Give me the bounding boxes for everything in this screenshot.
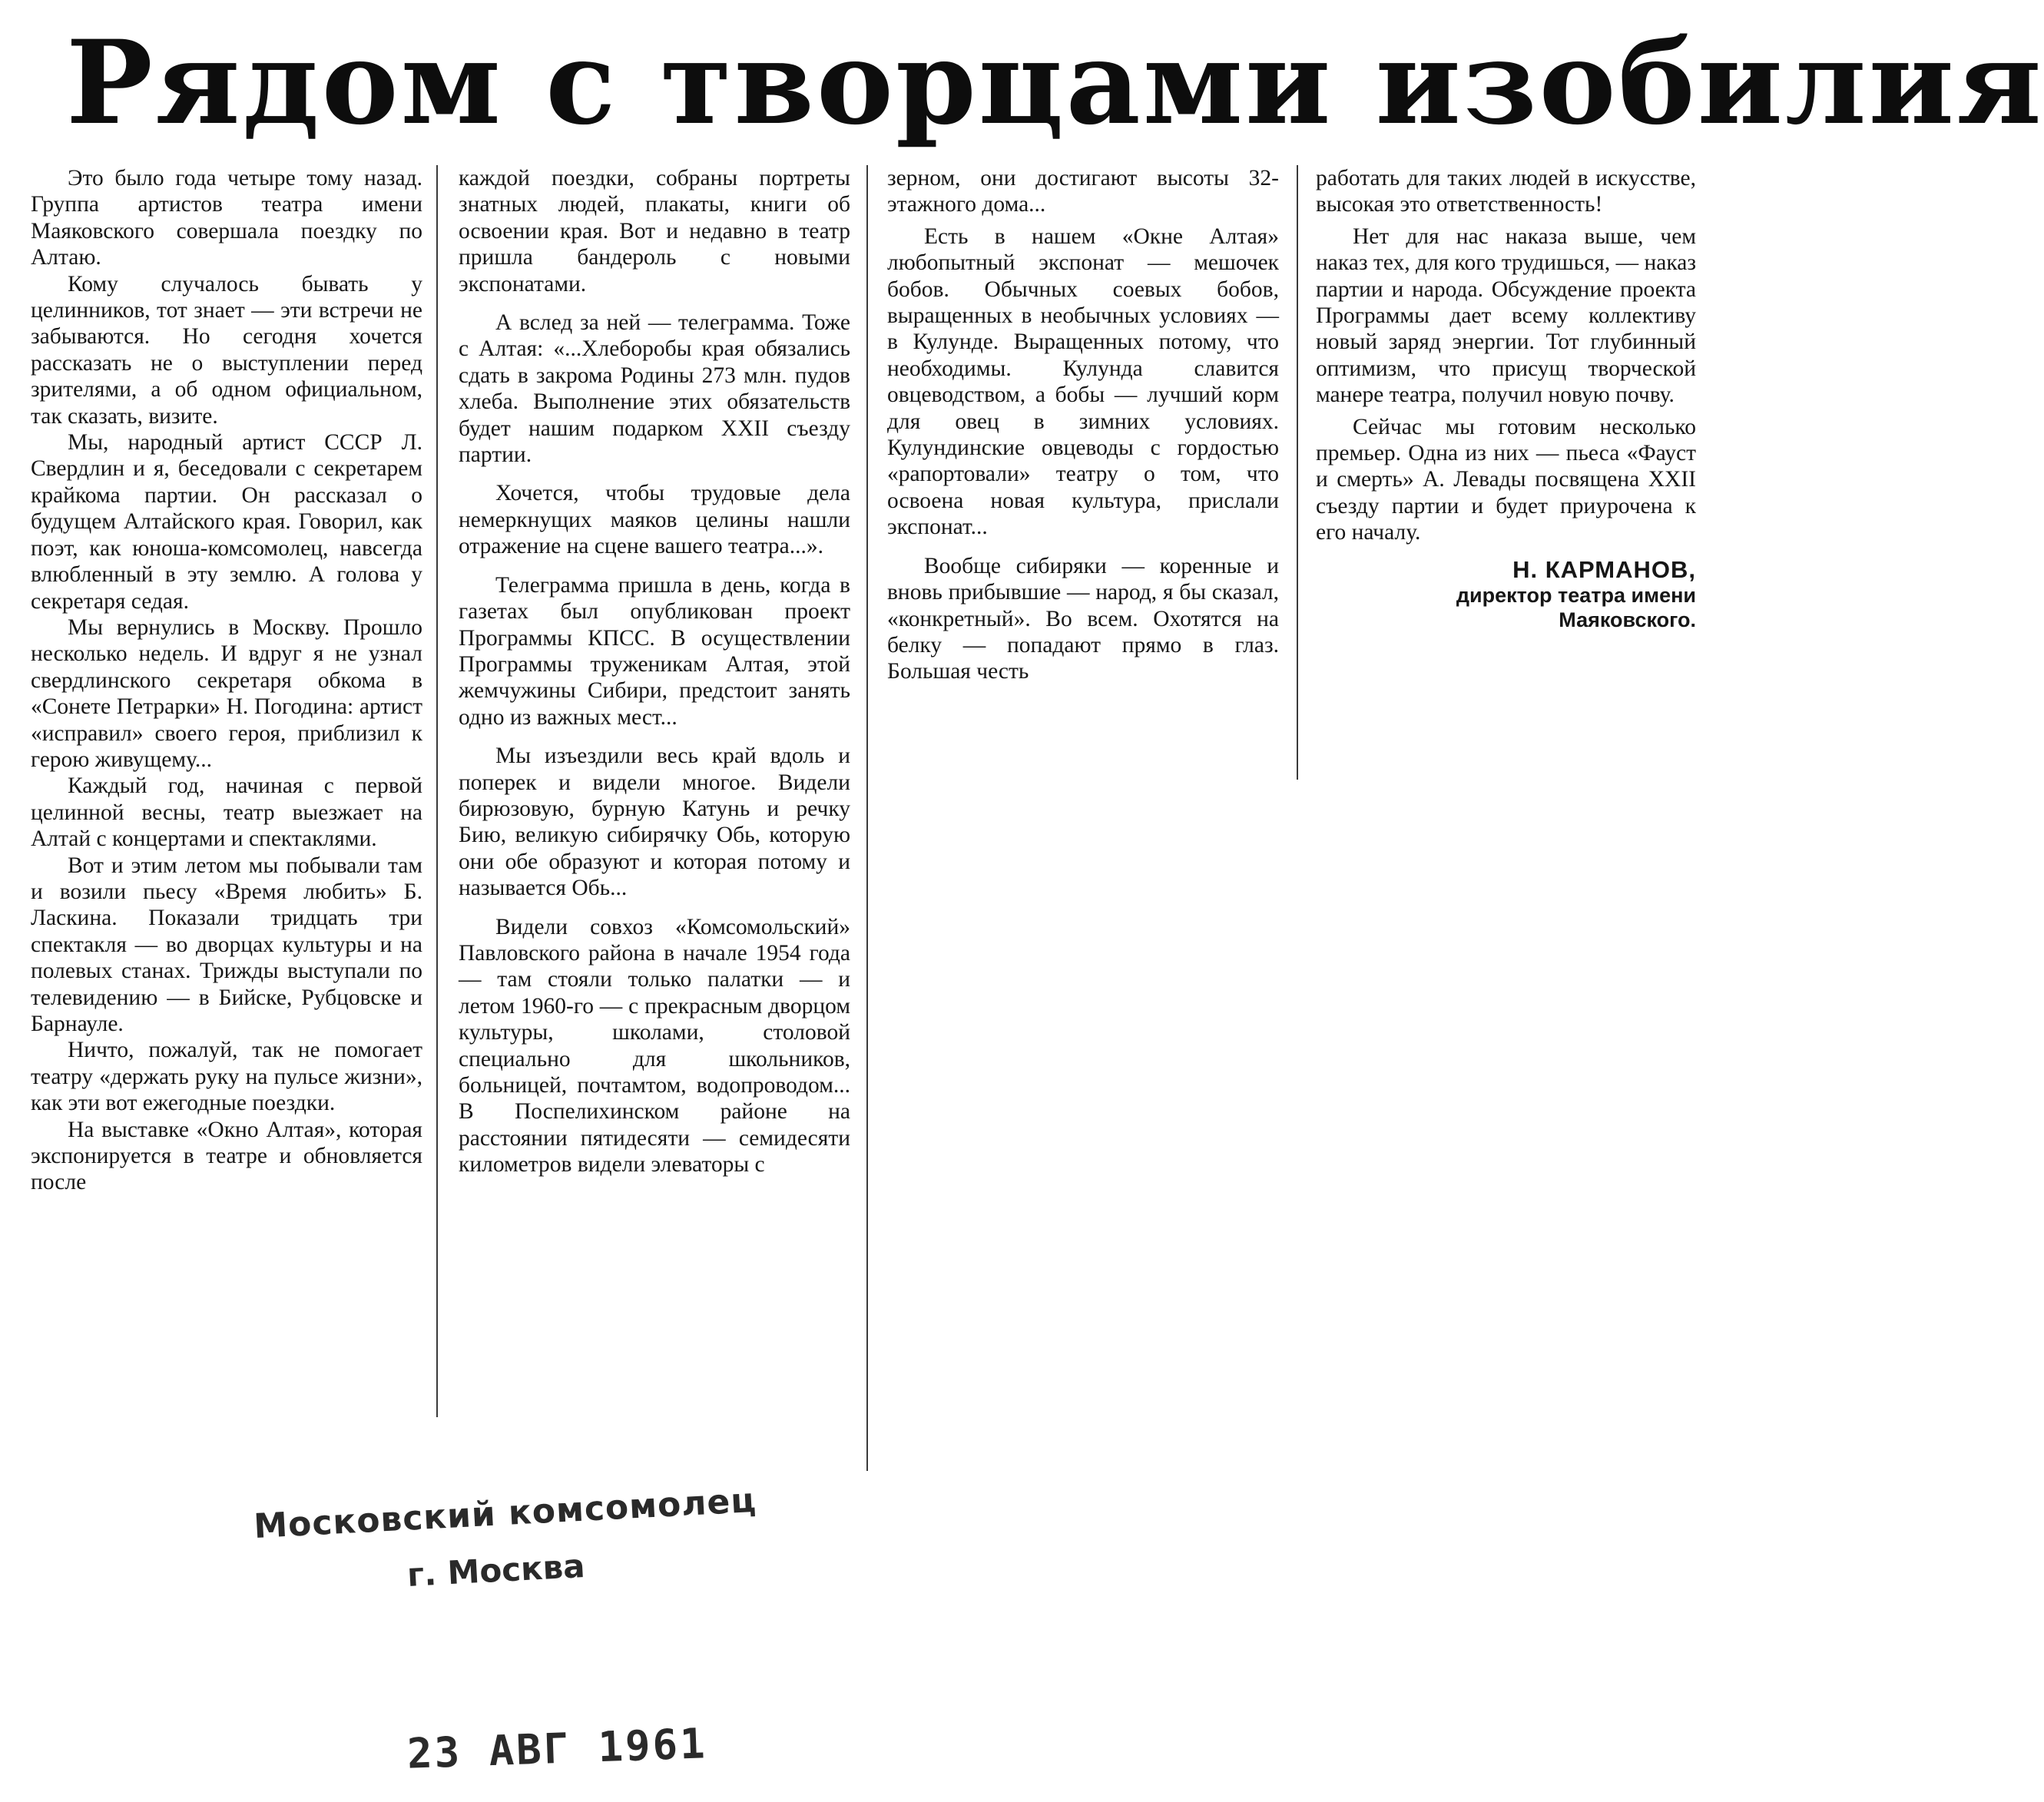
article-column-2 <box>459 165 850 1178</box>
paragraph: Хочется, чтобы трудовые дела немеркнущих маяков целины нашли отражение на сцене вашего театра...». <box>459 481 850 559</box>
paragraph: Вообще сибиряки — коренные и вновь прибывшие — народ, я бы сказал, «конкретный». Во всем. Охотятся на белку — попадают прямо в глаз. Большая честь <box>887 553 1279 684</box>
paragraph: Видели совхоз «Комсомольский» Павловского района в начале 1954 года — там стояли только палатки — и летом 1960-го — с прекрасным дворцом культуры, школами, столовой специально для школьников, больницей, почтамтом, водопроводом... В Поспелихинском районе на расстоянии пятидесяти — семидесяти километров видели элеваторы с <box>459 914 850 1178</box>
paragraph: На выставке «Окно Алтая», которая экспонируется в театре и обновляется после <box>31 1117 422 1195</box>
article-headline: Рядом с творцами изобилия <box>66 15 2044 151</box>
article-column-4 <box>1316 165 1696 632</box>
author-title: директор театра имени <box>1456 584 1696 608</box>
paragraph: Вот и этим летом мы побывали там и возили пьесу «Время любить» Б. Ласкина. Показали тридцать три спектакля — во дворцах культуры и на полевых станах. Трижды выступали по телевидению — в Бийске, Рубцовске и Барнауле. <box>31 853 422 1036</box>
paragraph: Кому случалось бывать у целинников, тот знает — эти встречи не забываются. Но сегодня хочется рассказать не о выступлении перед зрителями, а об одном официальном, так сказать, визите. <box>31 271 422 429</box>
paragraph: Телеграмма пришла в день, когда в газетах был опубликован проект Программы КПСС. В осуществлении Программы труженикам Алтая, этой жемчужины Сибири, предстоит занять одно из важных мест... <box>459 572 850 730</box>
author-title: Маяковского. <box>1559 608 1696 632</box>
paragraph: работать для таких людей в искусстве, высокая это ответственность! <box>1316 166 1696 217</box>
date-stamp: 23 АВГ 1961 <box>406 1719 708 1778</box>
article-column-3 <box>887 165 1279 685</box>
paragraph: Мы вернулись в Москву. Прошло несколько недель. И вдруг я не узнал свердлинского секретаря обкома в «Сонете Петрарки» Н. Погодина: артист «исправил» своего героя, приблизил к герою живущему... <box>31 614 422 772</box>
column-divider <box>1297 165 1298 780</box>
column-divider <box>436 165 438 1417</box>
paragraph: каждой поездки, собраны портреты знатных людей, плакаты, книги об освоении края. Вот и недавно в театр пришла бандероль с новыми экспонатами. <box>459 166 850 296</box>
paragraph: Каждый год, начиная с первой целинной весны, театр выезжает на Алтай с концертами и спектаклями. <box>31 773 422 852</box>
paragraph: Нет для нас наказа выше, чем наказ тех, для кого трудишься, — наказ партии и народа. Обсуждение проекта Программы дает всему коллективу новый заряд энергии. Тот глубинный оптимизм, что присущ творческой манере театра, получил новую почву. <box>1316 224 1697 408</box>
paragraph: А вслед за ней — телеграмма. Тоже с Алтая: «...Хлеборобы края обязались сдать в закрома Родины 273 млн. пудов хлеба. Выполнение этих обязательств будет нашим подарком XXII съезду партии. <box>459 310 850 468</box>
paragraph: Сейчас мы готовим несколько премьер. Одна из них — пьеса «Фауст и смерть» А. Левады посвящена XXII съезду партии и будет приурочена к его началу. <box>1316 414 1696 545</box>
column-divider <box>866 165 868 1471</box>
paragraph: Это было года четыре тому назад. Группа артистов театра имени Маяковского совершала поездку по Алтаю. <box>31 166 422 270</box>
author-name: Н. КАРМАНОВ, <box>1512 555 1696 583</box>
paragraph: Мы изъездили весь край вдоль и поперек и видели многое. Видели бирюзовую, бурную Катунь и речку Бию, великую сибирячку Обь, которую они обе образуют и которая потому и называется Обь... <box>459 744 850 901</box>
paragraph: Ничто, пожалуй, так не помогает театру «держать руку на пульсе жизни», как эти вот ежегодные поездки. <box>31 1038 422 1116</box>
paragraph: Есть в нашем «Окне Алтая» любопытный экспонат — мешочек бобов. Обычных соевых бобов, выращенных в необычных условиях — в Кулунде. Выращенных потому, что необходимы. Кулунда славится овцеводством, а бобы — лучший корм для овец в зимних условиях. Кулундинские овцеводы с гордостью «рапортовали» театру о том, что освоена новая культура, прислали экспонат... <box>887 224 1279 540</box>
newspaper-stamp: Московский комсомолец <box>253 1480 758 1547</box>
article-column-1 <box>31 165 422 1196</box>
author-signature <box>1316 557 1696 632</box>
paragraph: зерном, они достигают высоты 32-этажного дома... <box>887 166 1279 217</box>
city-stamp: г. Москва <box>406 1546 586 1595</box>
paragraph: Мы, народный артист СССР Л. Свердлин и я, беседовали с секретарем крайкома партии. Он рассказал о будущем Алтайского края. Говорил, как поэт, как юноша-комсомолец, навсегда влюбленный в эту землю. А голова у секретаря седая. <box>31 430 422 614</box>
